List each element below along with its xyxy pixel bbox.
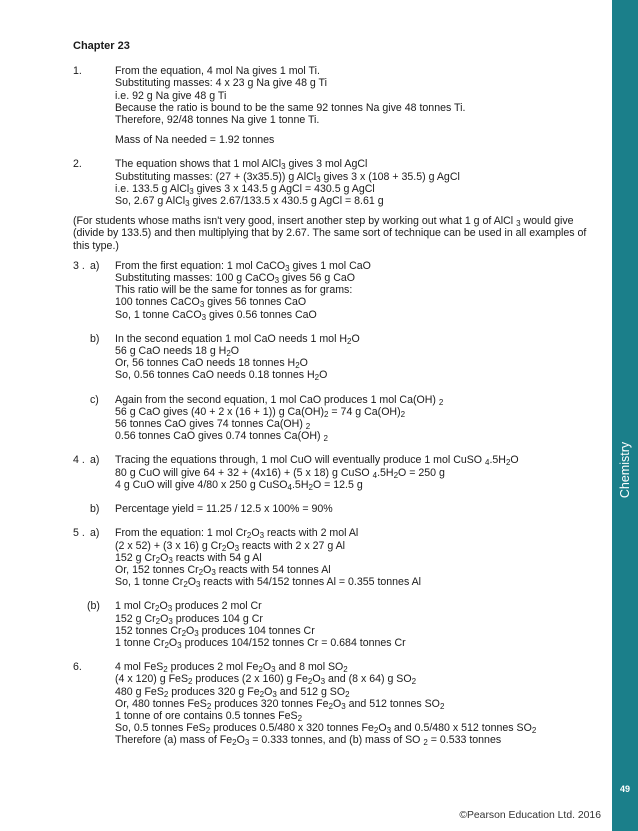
answer-line: 1 tonne $Cr_2O_3$ produces 104/152 tonnes Cr = 0.684 tonnes Cr bbox=[115, 636, 406, 650]
answer-line: Because the ratio is bound to be the same 92 tonnes Na give 48 tonnes Ti. bbox=[115, 101, 466, 114]
answer-line: 480 g FeS$_2$ produces 320 g $Fe_2O_3$ and 512 g $SO_2$ bbox=[115, 685, 350, 699]
answer-line: 56 tonnes CaO gives 74 tonnes Ca(OH) $_2$ bbox=[115, 418, 311, 432]
question-number: 3 . bbox=[73, 259, 85, 272]
question-6 bbox=[73, 661, 613, 746]
answer-line: Or, 56 tonnes CaO needs 18 tonnes $H_2O$ bbox=[115, 357, 308, 371]
answer-line: From the first equation: 1 mol CaCO$_3$ gives 1 mol CaO bbox=[115, 259, 371, 273]
question-number: 5 . bbox=[73, 527, 85, 540]
question-3b bbox=[73, 333, 613, 382]
part-label: c) bbox=[90, 393, 99, 406]
answer-line: Therefore (a) mass of $Fe_2O_3 = 0.333$ tonnes, and (b) mass of SO $_2$ = 0.533 tonnes bbox=[115, 734, 502, 748]
part-label: a) bbox=[90, 454, 100, 467]
answer-line: The equation shows that 1 mol AlCl$_3$ gives 3 mol AgCl bbox=[115, 158, 368, 172]
subject-sidebar bbox=[612, 0, 638, 831]
answer-line: 56 g CaO needs 18 g $H_2O$ bbox=[115, 345, 240, 359]
answer-line: 1 mol $Cr_2O_3$ produces 2 mol Cr bbox=[115, 600, 262, 614]
answer-line: 152 g $Cr_2O_3$ reacts with 54 g Al bbox=[115, 551, 262, 565]
question-number: 6. bbox=[73, 661, 82, 674]
answer-line: 1 tonne of ore contains 0.5 tonnes FeS$_2$ bbox=[115, 709, 303, 723]
question-number: 2. bbox=[73, 158, 82, 171]
answer-line: Percentage yield = 11.25 / 12.5 x 100% = 90% bbox=[115, 503, 333, 516]
answer-line: In the second equation 1 mol CaO needs 1 mol $H_2O$ bbox=[115, 332, 360, 346]
answer-line: (4 x 120) g FeS$_2$ produces (2 x 160) g $Fe_2O_3$ and (8 x 64) g $SO_2$ bbox=[115, 673, 417, 687]
answers-content bbox=[73, 40, 613, 747]
answer-line: 152 tonnes $Cr_2O_3$ produces 104 tonnes Cr bbox=[115, 624, 315, 638]
part-label: a) bbox=[90, 527, 100, 540]
answer-line: 4 g CuO will give 4/80 x 250 g $CuSO_4.5H_2O = 12.5$ g bbox=[115, 478, 363, 492]
chapter-title: Chapter 23 bbox=[73, 40, 130, 52]
answer-line: So, 1 tonne CaCO$_3$ gives 0.56 tonnes CaO bbox=[115, 308, 317, 322]
answer-line: i.e. 133.5 g AlCl$_3$ gives 3 x 143.5 g AgCl = 430.5 g AgCl bbox=[115, 182, 375, 196]
question-3a bbox=[73, 260, 613, 321]
answer-line: 152 g $Cr_2O_3$ produces 104 g Cr bbox=[115, 612, 263, 626]
question-4a bbox=[73, 454, 613, 491]
answer-line: Therefore, 92/48 tonnes Na give 1 tonne Ti. bbox=[115, 114, 320, 127]
question-1 bbox=[73, 65, 613, 146]
answer-line: i.e. 92 g Na give 48 g Ti bbox=[115, 89, 227, 102]
answer-line: 100 tonnes CaCO$_3$ gives 56 tonnes CaO bbox=[115, 296, 307, 310]
answer-line: Or, 152 tonnes $Cr_2O_3$ reacts with 54 tonnes Al bbox=[115, 563, 331, 577]
answer-line: From the equation: 1 mol $Cr_2O_3$ reacts with 2 mol Al bbox=[115, 527, 359, 541]
part-label: b) bbox=[90, 503, 100, 516]
question-number: 1. bbox=[73, 65, 82, 78]
answer-line: Mass of Na needed = 1.92 tonnes bbox=[115, 134, 275, 147]
answer-line: 4 mol FeS$_2$ produces 2 mol $Fe_2O_3$ and 8 mol $SO_2$ bbox=[115, 661, 348, 675]
answer-line: Substituting masses: (27 + (3x35.5)) g AlCl$_3$ gives 3 x (108 + 35.5) g AgCl bbox=[115, 170, 460, 184]
page-number: 49 bbox=[619, 784, 630, 794]
answer-line: 80 g CuO will give 64 + 32 + (4x16) + (5 x 18) g CuSO $_4.5H_2O = 250$ g bbox=[115, 466, 445, 480]
answer-line: 0.56 tonnes CaO gives 0.74 tonnes Ca(OH) $_2$ bbox=[115, 430, 328, 444]
answer-line: So, 0.5 tonnes FeS$_2$ produces 0.5/480 x 320 tonnes $Fe_2O_3$ and 0.5/480 x 512 tonnes $SO_2$ bbox=[115, 722, 537, 736]
teacher-note: (For students whose maths isn't very good, insert another step by working out what 1 g of AlCl $_3$ would give (divide by 133.5) and then multiplying that by 2.67. The same sort of technique can be used in all examples of this type.) bbox=[73, 215, 587, 252]
question-2 bbox=[73, 158, 613, 207]
answer-line: Substituting masses: 100 g CaCO$_3$ gives 56 g CaO bbox=[115, 272, 355, 286]
answer-line: Again from the second equation, 1 mol CaO produces 1 mol Ca(OH) $_2$ bbox=[115, 393, 444, 407]
copyright-notice: ©Pearson Education Ltd. 2016 bbox=[459, 810, 601, 821]
answer-line: Substituting masses: 4 x 23 g Na give 48 g Ti bbox=[115, 77, 327, 90]
answer-line: This ratio will be the same for tonnes as for grams: bbox=[115, 284, 353, 297]
part-label: b) bbox=[90, 332, 100, 345]
answer-line: So, 0.56 tonnes CaO needs 0.18 tonnes $H_2O$ bbox=[115, 369, 328, 383]
question-4b bbox=[73, 503, 613, 515]
answer-line: Or, 480 tonnes FeS$_2$ produces 320 tonnes $Fe_2O_3$ and 512 tonnes $SO_2$ bbox=[115, 697, 445, 711]
part-label: a) bbox=[90, 259, 100, 272]
question-5b bbox=[73, 600, 613, 649]
answer-line: So, 1 tonne $Cr_2O_3$ reacts with 54/152 tonnes Al = 0.355 tonnes Al bbox=[115, 576, 422, 590]
answer-line: So, 2.67 g AlCl$_3$ gives 2.67/133.5 x 430.5 g AgCl = 8.61 g bbox=[115, 195, 384, 209]
answer-line: 56 g CaO gives (40 + 2 x (16 + 1)) g $Ca(OH)_2 = 74$ g $Ca(OH)_2$ bbox=[115, 405, 406, 419]
answer-line: (2 x 52) + (3 x 16) g $Cr_2O_3$ reacts with 2 x 27 g Al bbox=[115, 539, 346, 553]
answer-line: Tracing the equations through, 1 mol CuO will eventually produce 1 mol CuSO $_4.5H_2O$ bbox=[115, 454, 519, 468]
question-5a bbox=[73, 527, 613, 588]
question-3c bbox=[73, 394, 613, 443]
answer-line: From the equation, 4 mol Na gives 1 mol Ti. bbox=[115, 65, 320, 78]
part-label: (b) bbox=[87, 600, 100, 613]
subject-label: Chemistry bbox=[618, 441, 632, 499]
question-number: 4 . bbox=[73, 454, 85, 467]
